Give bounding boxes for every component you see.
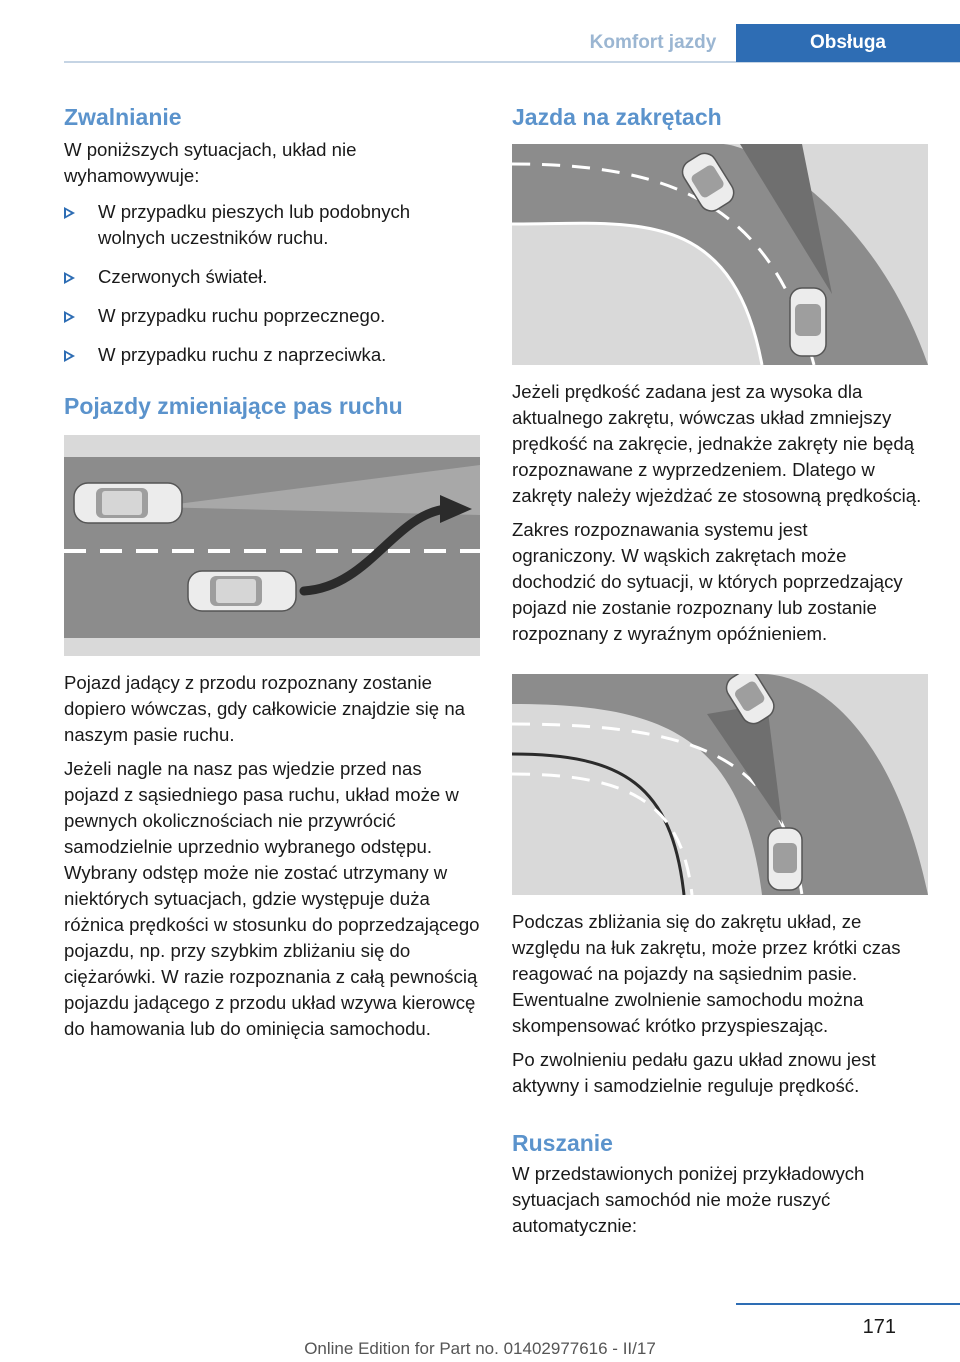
edition-note: Online Edition for Part no. 01402977616 - II/17 <box>304 1339 656 1358</box>
zwalnianie-intro: W poniższych sytuacjach, układ nie wyhamowywuje: <box>64 139 357 186</box>
car-icon <box>188 571 296 611</box>
header-tab-chapter[interactable]: Obsługa <box>736 24 960 62</box>
zakrety-paragraph-4: Po zwolnieniu pedału gazu układ znowu jest aktywny i samodzielnie reguluje prędkość. <box>512 1049 876 1096</box>
heading-ruszanie: Ruszanie <box>512 1130 613 1156</box>
heading-zakrety: Jazda na zakrętach <box>512 104 722 130</box>
curve-illustration-2 <box>512 674 928 895</box>
list-item: W przypadku ruchu z naprzeciwka. <box>64 342 480 368</box>
car-icon <box>74 483 182 523</box>
zakrety-paragraph-3: Podczas zbliżania się do zakrętu układ, ze względu na łuk zakrętu, może przez krótki czas reagować na pojazdy na sąsiednim pasie. Ewentualne zwolnienie samochodu można skompensować krótko przyspieszając. <box>512 911 901 1036</box>
car-icon <box>768 828 802 890</box>
triangle-bullet-icon <box>64 311 75 323</box>
zakrety-paragraph-2: Zakres rozpoznawania systemu jest ograniczony. W wąskich zakrętach może dochodzić do sytuacji, w których poprzedzający pojazd nie zostanie rozpoznany lub zostanie rozpoznany z wyraźnym opóźnieniem. <box>512 519 903 644</box>
list-item: Czerwonych świateł. <box>64 264 480 290</box>
pojazdy-paragraph-1: Pojazd jadący z przodu rozpoznany zostanie dopiero wówczas, gdy całkowicie znajdzie się na naszym pasie ruchu. <box>64 672 466 745</box>
zakrety-paragraph-1: Jeżeli prędkość zadana jest za wysoka dla aktualnego zakrętu, wówczas układ zmniejszy prędkość na zakręcie, jednakże zakręty nie będą rozpoznawane z wyprzedzeniem. Dlatego w zakręty należy wjeżdżać ze stosowną prędkością. <box>512 381 922 506</box>
right-column <box>512 103 928 1239</box>
footer-rule <box>736 1303 960 1305</box>
car-icon <box>790 288 826 356</box>
ruszanie-paragraph-1: W przedstawionych poniżej przykładowych sytuacjach samochód nie może ruszyć automatycznie: <box>512 1163 865 1236</box>
header-tab-section[interactable]: Komfort jazdy <box>589 32 717 53</box>
triangle-bullet-icon <box>64 207 75 219</box>
pojazdy-paragraph-2: Jeżeli nagle na nasz pas wjedzie przed nas pojazd z sąsiedniego pasa ruchu, układ może w pewnych okolicznościach nie przywrócić samodzielnie uprzednio wybranego odstępu. Wybrany odstęp może nie zostać utrzymany w niektórych sytuacjach, gdzie występuje duża różnica prędkości w stosunku do poprzedzającego pojazdu, np. przy szybkim zbliżaniu się do ciężarówki. W razie rozpoznania z całą pewnością pojazdu jadącego z przodu układ wzywa kierowcę do hamowania lub do ominięcia samochodu. <box>64 758 480 1039</box>
curve-illustration-1 <box>512 144 928 365</box>
triangle-bullet-icon <box>64 350 75 362</box>
list-item: W przypadku ruchu poprzecznego. <box>64 303 480 329</box>
zwalnianie-list <box>64 199 480 368</box>
heading-pojazdy: Pojazdy zmieniające pas ruchu <box>64 393 403 419</box>
heading-zwalnianie: Zwalnianie <box>64 104 182 130</box>
left-column <box>64 103 480 1042</box>
list-item: W przypadku pieszych lub podobnych wolnych uczestników ruchu. <box>64 199 480 251</box>
triangle-bullet-icon <box>64 272 75 284</box>
lane-change-illustration <box>64 435 480 656</box>
page-number: 171 <box>862 1316 896 1338</box>
